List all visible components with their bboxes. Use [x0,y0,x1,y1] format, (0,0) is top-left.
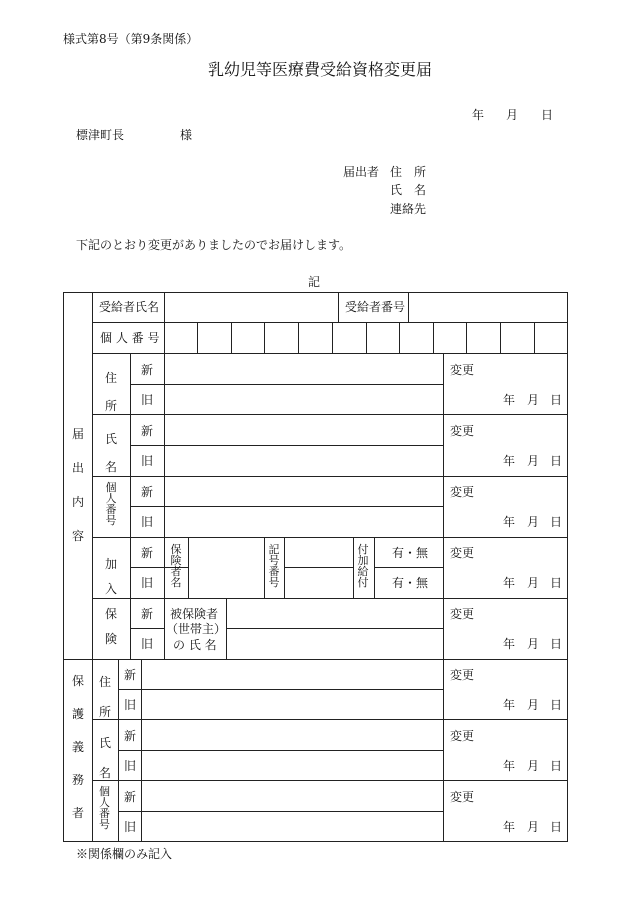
recipient-number-label: 受給者番号 [345,300,406,314]
ki-label: 記 [308,275,321,289]
g-pnum-new-label: 新 [124,790,137,804]
change-year: 年 [503,576,516,590]
insured-label-line2: （世帯主） [166,622,227,636]
date-month-label: 月 [506,108,519,122]
address-new-field[interactable] [166,355,442,383]
change-month: 月 [527,820,540,834]
supplementary-label: 付加給付 [357,543,369,589]
g-pnum-new-field[interactable] [143,782,442,810]
name-new-label: 新 [141,424,154,438]
change-year: 年 [503,393,516,407]
insurance-old-label: 旧 [141,576,154,590]
insured-label-line1: 被保険者 [170,607,219,621]
change-year: 年 [503,759,516,773]
g-address-new-field[interactable] [143,661,442,688]
g-pnum-old-field[interactable] [143,813,442,840]
addressee: 標津町長 [76,128,125,142]
change-day: 日 [550,393,563,407]
name-new-field[interactable] [166,416,442,444]
insurance-new-label: 新 [141,546,154,560]
change-month: 月 [527,515,540,529]
change-label: 変更 [450,363,475,377]
change-year: 年 [503,698,516,712]
recipient-number-field[interactable] [410,294,566,320]
g-address-old-field[interactable] [143,691,442,718]
name-label: 氏名 [104,432,117,474]
change-day: 日 [550,576,563,590]
change-label: 変更 [450,485,475,499]
personal-number-label: 個 人 番 号 [100,331,160,345]
guardian-name-label: 氏名 [98,736,111,780]
change-year: 年 [503,637,516,651]
insurer-old-field[interactable] [190,569,263,597]
applicant-address-label: 住 所 [390,165,427,179]
address-old-label: 旧 [141,393,154,407]
g-name-old-field[interactable] [143,752,442,779]
change-month: 月 [527,454,540,468]
g-pnum-old-label: 旧 [124,820,137,834]
change-label: 変更 [450,424,475,438]
guardian-address-label: 住所 [98,675,111,719]
g-name-new-field[interactable] [143,721,442,749]
intro-text: 下記のとおり変更がありましたのでお届けします。 [76,238,352,252]
honorific: 様 [180,128,193,142]
g-name-new-label: 新 [124,729,137,743]
supplementary-old-choice[interactable]: 有・無 [392,576,429,590]
address-new-label: 新 [141,363,154,377]
symbol-number-label: 記号番号 [268,543,280,589]
recipient-name-label: 受給者氏名 [99,300,160,314]
recipient-name-field[interactable] [166,294,336,320]
insured-new-label: 新 [141,607,154,621]
symbol-new-field[interactable] [286,539,352,566]
notification-contents-label: 届出内容 [71,427,84,543]
supplementary-new-choice[interactable]: 有・無 [392,546,429,560]
insurer-new-field[interactable] [190,539,263,566]
change-year: 年 [503,454,516,468]
change-month: 月 [527,637,540,651]
insurance-label: 加入保険 [104,557,117,646]
change-month: 月 [527,698,540,712]
change-day: 日 [550,515,563,529]
applicant-label: 届出者 [343,165,380,179]
name-old-label: 旧 [141,454,154,468]
g-address-new-label: 新 [124,668,137,682]
pnum-new-label: 新 [141,485,154,499]
date-day-label: 日 [541,108,554,122]
change-day: 日 [550,637,563,651]
insured-old-field[interactable] [228,630,442,658]
change-day: 日 [550,698,563,712]
applicant-contact-label: 連絡先 [390,202,427,216]
insured-new-field[interactable] [228,600,442,627]
form-title: 乳幼児等医療費受給資格変更届 [208,60,433,79]
insured-label-line3: の 氏 名 [173,638,217,652]
form-number: 様式第8号（第9条関係） [63,32,199,46]
change-day: 日 [550,820,563,834]
personal-number-field[interactable] [166,324,566,351]
change-year: 年 [503,820,516,834]
change-day: 日 [550,759,563,773]
g-address-old-label: 旧 [124,698,137,712]
change-month: 月 [527,393,540,407]
change-label: 変更 [450,668,475,682]
change-day: 日 [550,454,563,468]
change-year: 年 [503,515,516,529]
guardian-pnum-label: 個人番号 [99,785,110,831]
applicant-name-label: 氏 名 [390,183,427,197]
guardian-label: 保護義務者 [71,674,84,820]
symbol-old-field[interactable] [286,569,352,597]
date-year-label: 年 [472,108,485,122]
insured-old-label: 旧 [141,637,154,651]
address-label: 住所 [104,371,117,413]
change-month: 月 [527,759,540,773]
change-label: 変更 [450,607,475,621]
personal-number-vertical-label: 個人番号 [105,481,117,527]
address-old-field[interactable] [166,386,442,413]
pnum-new-field[interactable] [166,478,442,505]
g-name-old-label: 旧 [124,759,137,773]
name-old-field[interactable] [166,447,442,475]
change-month: 月 [527,576,540,590]
pnum-old-label: 旧 [141,515,154,529]
change-label: 変更 [450,729,475,743]
change-label: 変更 [450,546,475,560]
footnote: ※関係欄のみ記入 [76,847,173,861]
insurer-name-label: 保険者名 [170,543,182,589]
change-label: 変更 [450,790,475,804]
pnum-old-field[interactable] [166,508,442,536]
